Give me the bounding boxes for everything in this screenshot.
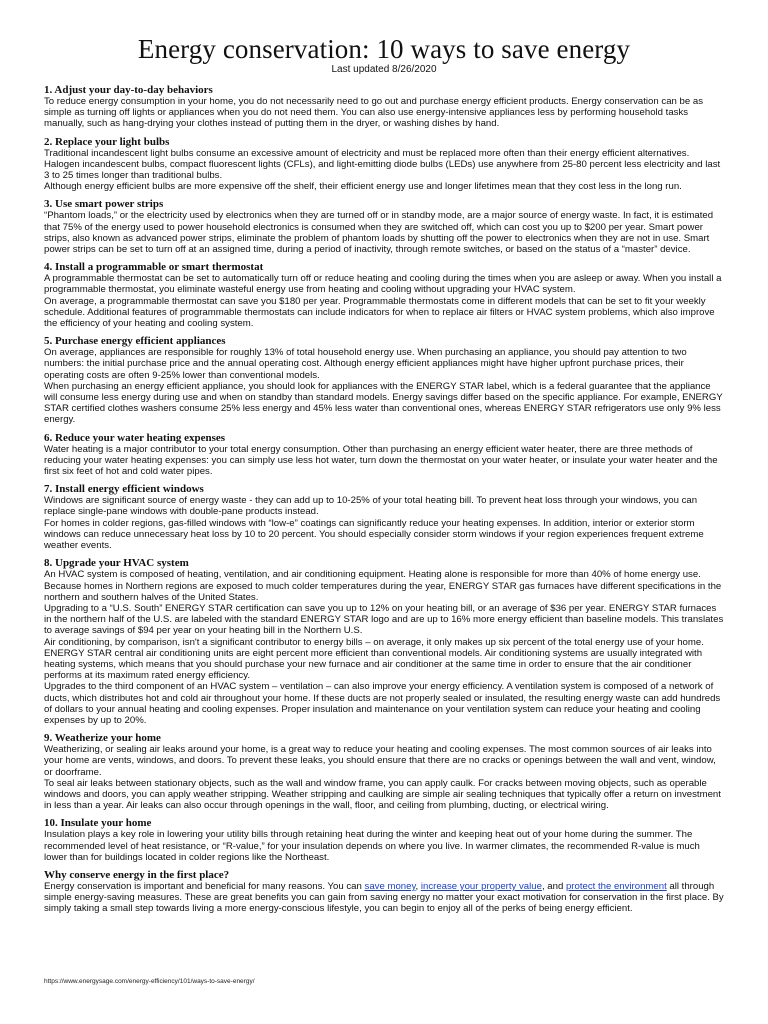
section-10 xyxy=(44,817,724,863)
section-paragraph: Upgrades to the third component of an HVAC system – ventilation – can also improve your energy efficiency. A ventilation system is composed of a network of ducts, which distributes hot and cold air throughout your home. If these ducts are not properly sealed or insulated, the resulting energy waste can add hundreds of dollars to your annual heating and cooling expenses. Proper insulation and maintenance on your ventilation system can reduce your heating and cooling expenses by up to 20%. xyxy=(44,681,721,726)
section-paragraph: A programmable thermostat can be set to automatically turn off or reduce heating and cooling during the times when you are asleep or away. When you install a programmable thermostat, you eliminate wasteful energy use from heating and cooling without upgrading your HVAC system. xyxy=(44,273,722,296)
section-paragraph: For homes in colder regions, gas-filled windows with “low-e” coatings can significantly reduce your heating expenses. In addition, interior or exterior storm windows can reduce unnecessary heat loss by 10 to 20 percent. You should especially consider storm windows if your region experiences frequent extreme weather events. xyxy=(44,517,704,552)
section-2 xyxy=(44,136,724,193)
section-8 xyxy=(44,557,724,726)
section-paragraph: “Phantom loads,” or the electricity used by electronics when they are turned off or in standby mode, are a major source of energy waste. In fact, it is estimated that 75% of the energy used to power household electronics is consumed when they are switched off, which can cost you up to $200 per year. Smart power strips, also known as advanced power strips, eliminate the problem of phantom loads by shutting off the power to electronics when they are not in use. Smart power strips can be set to turn off at an assigned time, during a period of inactivity, through remote switches, or based on the status of a “master” device. xyxy=(44,210,714,256)
section-7 xyxy=(44,483,724,551)
section-3 xyxy=(44,198,724,255)
section-paragraph: To reduce energy consumption in your home, you do not necessarily need to go out and purchase energy efficient products. Energy conservation can be as simple as turning off lights or appliances when you do not need them. You can also use energy-intensive appliances less by performing household tasks manually, such as hang-drying your clothes instead of putting them in the dryer, or washing dishes by hand. xyxy=(44,96,703,130)
section-9 xyxy=(44,732,724,811)
section-1 xyxy=(44,84,724,130)
section-paragraph: On average, appliances are responsible for roughly 13% of total household energy use. When purchasing an appliance, you should pay attention to two numbers: the initial purchase price and the annual operating cost. Although energy efficient appliances might have higher upfront purchase prices, their operating costs are often 9-25% lower than conventional models. xyxy=(44,347,687,381)
section-6 xyxy=(44,432,724,478)
why-sep-2: , and xyxy=(541,880,566,892)
save-money-link[interactable]: save money xyxy=(364,880,416,892)
section-heading: 9. Weatherize your home xyxy=(44,732,161,745)
section-paragraph: Air conditioning, by comparison, isn't a significant contributor to energy bills – on average, it only makes up six percent of the total energy use of your home. ENERGY STAR central air conditioning units are eight percent more efficient than conventional models. Air conditioning systems are usually integrated with heating systems, which means that you should purchase your new furnace and air conditioner at the same time in order to ensure that the air conditioner performs at its maximum rated energy efficiency. xyxy=(44,636,704,682)
section-paragraph: Traditional incandescent light bulbs consume an excessive amount of electricity and must be replaced more often than their energy efficient alternatives. Halogen incandescent bulbs, compact fluorescent lights (CFLs), and light-emitting diode bulbs (LEDs) use anywhere from 25-80 percent less electricity and last 3 to 25 times longer than traditional bulbs. xyxy=(44,147,721,182)
section-paragraph: Insulation plays a key role in lowering your utility bills through retaining heat during the winter and keeping heat out of your home during the summer. The recommended level of heat resistance, or “R-value,” for your insulation depends on where you live. In warmer climates, the recommended R-value is much lower than for buildings located in colder regions like the Northeast. xyxy=(44,829,700,863)
why-paragraph xyxy=(44,881,724,915)
section-5 xyxy=(44,335,724,425)
section-paragraph: Windows are significant source of energy waste - they can add up to 10-25% of your total heating bill. To prevent heat loss through your windows, you can replace single-pane windows with double-pane products instead. xyxy=(44,495,698,518)
section-heading: 3. Use smart power strips xyxy=(44,198,164,211)
property-value-link[interactable]: increase your property value xyxy=(420,880,542,892)
section-heading: 4. Install a programmable or smart thermostat xyxy=(44,261,264,274)
page-title: Energy conservation: 10 ways to save energy xyxy=(137,34,631,64)
why-sep-1: , xyxy=(415,880,421,892)
sections-container xyxy=(44,84,724,863)
section-paragraph: Water heating is a major contributor to your total energy consumption. Other than purchasing an energy efficient water heater, there are three methods of reducing your water heating expenses: you can simply use less hot water, turn down the thermostat on your water heater, or insulate your water heater and the first six feet of hot and cold water pipes. xyxy=(44,443,718,478)
why-text-after: all through simple energy-saving measures. These are great benefits you can gain from saving energy no matter your exact motivation for conservation in the first place. By simply taking a small step towards living a more energy-conscious lifestyle, you can begin to enjoy all of the perks of being energy efficient. xyxy=(44,880,724,915)
protect-environment-link[interactable]: protect the environment xyxy=(565,880,667,892)
last-updated: Last updated 8/26/2020 xyxy=(331,64,437,75)
section-paragraph: On average, a programmable thermostat can save you $180 per year. Programmable thermostats come in different models that can be set to fit your weekly schedule. Additional features of programmable thermostats can include indicators for when to replace air filters or HVAC system problems, which also improve the efficiency of your heating and cooling system. xyxy=(44,295,715,330)
why-heading: Why conserve energy in the first place? xyxy=(44,868,230,881)
section-heading: 8. Upgrade your HVAC system xyxy=(44,557,189,570)
section-heading: 6. Reduce your water heating expenses xyxy=(44,431,226,444)
why-text-before: Energy conservation is important and beneficial for many reasons. You can xyxy=(44,880,365,892)
section-paragraph: When purchasing an energy efficient appliance, you should look for appliances with the ENERGY STAR label, which is a federal guarantee that the appliance will consume less energy during use and when on standby than standard models. Energy savings differ based on the specific appliance. For example, ENERGY STAR certified clothes washers consume 25% less energy and 45% less water than conventional ones, whereas ENERGY STAR refrigerators use only 9% less energy. xyxy=(44,380,723,426)
section-paragraph: An HVAC system is composed of heating, ventilation, and air conditioning equipment. Heating alone is responsible for more than 40% of home energy use. Because homes in Northern regions are exposed to much colder temperatures during the year, ENERGY STAR gas furnaces have different specifications in the northern and southern halves of the United States. xyxy=(44,569,722,603)
section-heading: 2. Replace your light bulbs xyxy=(44,135,170,148)
section-paragraph: To seal air leaks between stationary objects, such as the wall and window frame, you can apply caulk. For cracks between moving objects, such as operable windows and doors, you can apply weather stripping. Weather stripping and caulking are simple air sealing techniques that typically offer a return on investment in less than a year. Air leaks can also occur through openings in the wall, floor, and ceiling from plumbing, ducting, or electrical wiring. xyxy=(44,777,721,812)
source-url: https://www.energysage.com/energy-efficiency/101/ways-to-save-energy/ xyxy=(44,978,255,985)
section-paragraph: Upgrading to a “U.S. South” ENERGY STAR certification can save you up to 12% on your heating bill, or an average of $36 per year. ENERGY STAR furnaces in the northern half of the U.S. are labeled with the standard ENERGY STAR logo and are up to 16% more energy efficient than baseline models. This translates to average savings of $94 per year on your heating bill in the Northern U.S. xyxy=(44,602,724,637)
section-heading: 7. Install energy efficient windows xyxy=(44,483,204,496)
section-heading: 1. Adjust your day-to-day behaviors xyxy=(44,84,213,96)
why-section xyxy=(44,869,724,915)
section-paragraph: Although energy efficient bulbs are more expensive off the shelf, their efficient energy use and longer lifetimes mean that they cost less in the long run. xyxy=(44,181,682,193)
section-paragraph: Weatherizing, or sealing air leaks around your home, is a great way to reduce your heating and cooling expenses. The most common sources of air leaks into your home are vents, windows, and doors. To prevent these leaks, you should ensure that there are no cracks or openings between the wall and vent, window, or doorframe. xyxy=(44,744,716,778)
section-4 xyxy=(44,261,724,329)
section-heading: 10. Insulate your home xyxy=(44,817,152,830)
section-heading: 5. Purchase energy efficient appliances xyxy=(44,335,226,348)
